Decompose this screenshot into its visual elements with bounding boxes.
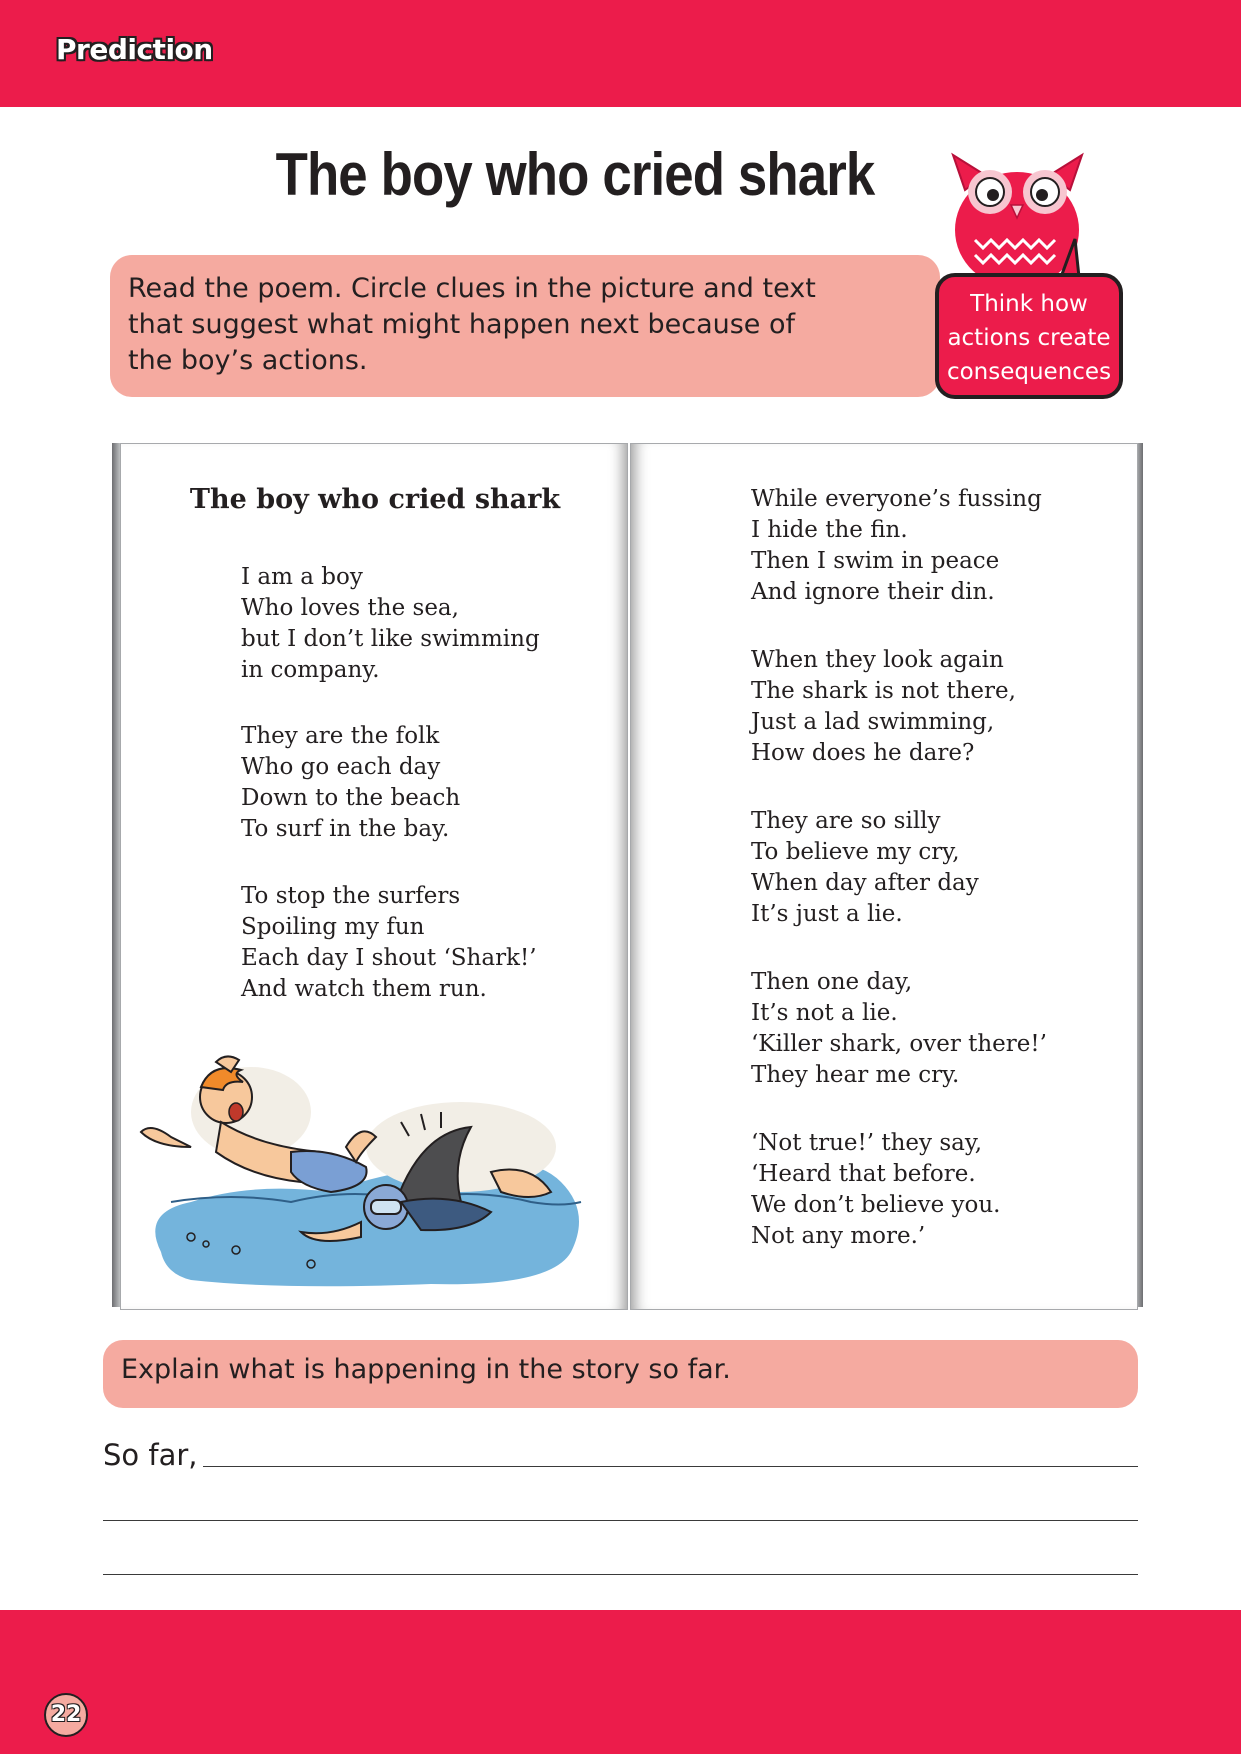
- answer-prompt: So far,: [103, 1438, 198, 1472]
- stanza: [241, 562, 540, 686]
- stanza: [751, 1128, 1000, 1252]
- verse-line: I hide the fin.: [751, 517, 908, 543]
- verse-line: When they look again: [751, 647, 1004, 673]
- verse-line: Not any more.’: [751, 1223, 926, 1249]
- verse-line: Who go each day: [241, 754, 441, 780]
- stanza: [751, 484, 1042, 608]
- verse-line: While everyone’s fussing: [751, 486, 1042, 512]
- stanza: [241, 721, 460, 845]
- book-page-left: [120, 443, 628, 1310]
- verse-line: To stop the surfers: [241, 883, 461, 909]
- verse-line: Just a lad swimming,: [751, 709, 995, 735]
- verse-line: We don’t believe you.: [751, 1192, 1001, 1218]
- verse-line: in company.: [241, 657, 380, 683]
- verse-line: It’s not a lie.: [751, 1000, 898, 1026]
- tip-line: actions create: [947, 325, 1111, 351]
- verse-line: Who loves the sea,: [241, 595, 459, 621]
- verse-line: And ignore their din.: [751, 579, 995, 605]
- verse-line: They hear me cry.: [751, 1062, 960, 1088]
- footer-band: [0, 1610, 1241, 1754]
- answer-line[interactable]: [103, 1520, 1138, 1521]
- verse-line: Down to the beach: [241, 785, 461, 811]
- section-label: Prediction: [56, 33, 213, 66]
- book-page-right: [630, 443, 1138, 1310]
- stanza: [751, 645, 1016, 769]
- verse-line: They are so silly: [751, 808, 941, 834]
- verse-line: I am a boy: [241, 564, 363, 590]
- verse-line: Spoiling my fun: [241, 914, 425, 940]
- answer-line[interactable]: [203, 1466, 1138, 1467]
- verse-line: When day after day: [751, 870, 979, 896]
- verse-line: Each day I shout ‘Shark!’: [241, 945, 537, 971]
- poem-title: The boy who cried shark: [189, 484, 561, 515]
- swimmers-shark-illustration: [131, 1052, 601, 1292]
- task-text: Explain what is happening in the story so far.: [121, 1354, 731, 1385]
- answer-line[interactable]: [103, 1574, 1138, 1575]
- page-number: 22: [44, 1693, 88, 1737]
- verse-line: And watch them run.: [241, 976, 487, 1002]
- verse-line: To surf in the bay.: [241, 816, 450, 842]
- tip-bubble: [935, 273, 1123, 399]
- task-box: [103, 1340, 1138, 1408]
- verse-line: They are the folk: [241, 723, 440, 749]
- verse-line: To believe my cry,: [751, 839, 960, 865]
- verse-line: How does he dare?: [751, 740, 975, 766]
- verse-line: but I don’t like swimming: [241, 626, 540, 652]
- page-title: The boy who cried shark: [275, 141, 875, 208]
- verse-line: ‘Killer shark, over there!’: [751, 1031, 1047, 1057]
- instruction-text: Read the poem. Circle clues in the picture and text that suggest what might happen next because of the boy’s actions.: [128, 273, 816, 376]
- verse-line: Then one day,: [751, 969, 913, 995]
- verse-line: ‘Not true!’ they say,: [751, 1130, 983, 1156]
- stanza: [751, 806, 979, 930]
- verse-line: It’s just a lie.: [751, 901, 903, 927]
- verse-line: ‘Heard that before.: [751, 1161, 976, 1187]
- verse-line: Then I swim in peace: [751, 548, 1000, 574]
- instruction-box: [110, 255, 940, 397]
- tip-line: Think how: [970, 291, 1088, 317]
- stanza: [751, 967, 1047, 1091]
- verse-line: The shark is not there,: [751, 678, 1016, 704]
- stanza: [241, 881, 537, 1005]
- tip-line: consequences: [946, 359, 1112, 385]
